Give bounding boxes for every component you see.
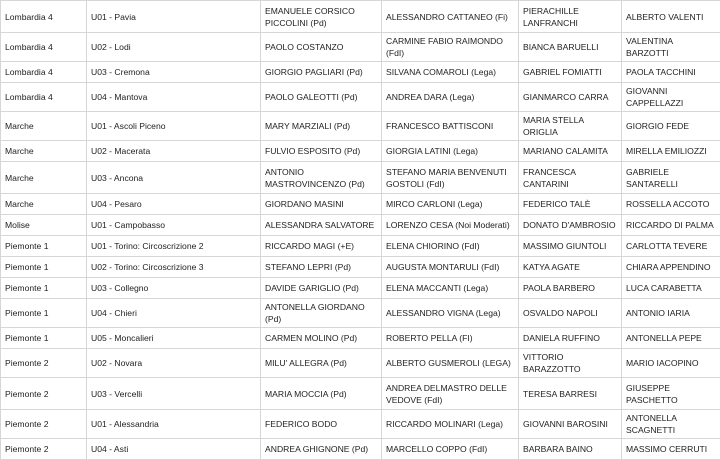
table-row: [1, 83, 720, 112]
table-row: [1, 410, 720, 439]
candidate-cell: MIRCO CARLONI (Lega): [382, 194, 519, 215]
candidate-cell: STEFANO LEPRI (Pd): [261, 257, 382, 278]
region-cell: Piemonte 2: [1, 349, 87, 378]
candidate-cell: RICCARDO DI PALMA: [622, 215, 720, 236]
region-cell: Piemonte 1: [1, 257, 87, 278]
candidate-cell: DAVIDE GARIGLIO (Pd): [261, 278, 382, 299]
table-body: [1, 1, 720, 460]
district-cell: U03 - Cremona: [87, 62, 261, 83]
candidate-cell: FULVIO ESPOSITO (Pd): [261, 141, 382, 162]
region-cell: Marche: [1, 141, 87, 162]
district-cell: U05 - Moncalieri: [87, 328, 261, 349]
candidate-cell: PIERACHILLE LANFRANCHI: [519, 1, 622, 33]
candidate-cell: ANDREA GHIGNONE (Pd): [261, 439, 382, 460]
candidate-cell: ANTONIO MASTROVINCENZO (Pd): [261, 162, 382, 194]
candidate-cell: MARIA STELLA ORIGLIA: [519, 112, 622, 141]
candidate-cell: BIANCA BARUELLI: [519, 33, 622, 62]
candidate-cell: GABRIEL FOMIATTI: [519, 62, 622, 83]
region-cell: Piemonte 2: [1, 378, 87, 410]
candidate-cell: GIOVANNI BAROSINI: [519, 410, 622, 439]
candidate-cell: FRANCESCA CANTARINI: [519, 162, 622, 194]
region-cell: Piemonte 1: [1, 299, 87, 328]
region-cell: Marche: [1, 194, 87, 215]
district-cell: U04 - Chieri: [87, 299, 261, 328]
candidate-cell: VITTORIO BARAZZOTTO: [519, 349, 622, 378]
district-cell: U01 - Pavia: [87, 1, 261, 33]
table-row: [1, 299, 720, 328]
candidate-cell: LORENZO CESA (Noi Moderati): [382, 215, 519, 236]
candidate-cell: PAOLO GALEOTTI (Pd): [261, 83, 382, 112]
candidate-cell: CARMEN MOLINO (Pd): [261, 328, 382, 349]
region-cell: Piemonte 1: [1, 278, 87, 299]
region-cell: Lombardia 4: [1, 33, 87, 62]
candidate-cell: ANTONELLA PEPE: [622, 328, 720, 349]
table-row: [1, 1, 720, 33]
candidate-cell: ANDREA DARA (Lega): [382, 83, 519, 112]
candidate-cell: ANDREA DELMASTRO DELLE VEDOVE (FdI): [382, 378, 519, 410]
district-cell: U02 - Novara: [87, 349, 261, 378]
candidate-cell: BARBARA BAINO: [519, 439, 622, 460]
district-cell: U04 - Pesaro: [87, 194, 261, 215]
region-cell: Piemonte 2: [1, 439, 87, 460]
candidate-cell: MASSIMO CERRUTI: [622, 439, 720, 460]
candidate-cell: MARY MARZIALI (Pd): [261, 112, 382, 141]
table-row: [1, 378, 720, 410]
table-row: [1, 33, 720, 62]
candidate-cell: CHIARA APPENDINO: [622, 257, 720, 278]
candidate-cell: GIANMARCO CARRA: [519, 83, 622, 112]
district-cell: U01 - Alessandria: [87, 410, 261, 439]
candidate-cell: MILU' ALLEGRA (Pd): [261, 349, 382, 378]
region-cell: Molise: [1, 215, 87, 236]
district-cell: U04 - Asti: [87, 439, 261, 460]
candidate-cell: CARMINE FABIO RAIMONDO (FdI): [382, 33, 519, 62]
region-cell: Piemonte 1: [1, 236, 87, 257]
candidate-cell: MARCELLO COPPO (FdI): [382, 439, 519, 460]
candidate-cell: GIORDANO MASINI: [261, 194, 382, 215]
candidate-cell: GABRIELE SANTARELLI: [622, 162, 720, 194]
candidate-cell: GIOVANNI CAPPELLAZZI: [622, 83, 720, 112]
candidate-cell: ALBERTO GUSMEROLI (LEGA): [382, 349, 519, 378]
candidate-cell: PAOLA TACCHINI: [622, 62, 720, 83]
candidate-cell: PAOLO COSTANZO: [261, 33, 382, 62]
district-cell: U02 - Lodi: [87, 33, 261, 62]
candidate-cell: ROBERTO PELLA (FI): [382, 328, 519, 349]
candidate-cell: FEDERICO TALÈ: [519, 194, 622, 215]
region-cell: Lombardia 4: [1, 62, 87, 83]
district-cell: U01 - Torino: Circoscrizione 2: [87, 236, 261, 257]
candidate-cell: TERESA BARRESI: [519, 378, 622, 410]
candidate-cell: GIORGIO PAGLIARI (Pd): [261, 62, 382, 83]
table-row: [1, 349, 720, 378]
candidate-cell: MARIANO CALAMITA: [519, 141, 622, 162]
candidate-cell: DONATO D'AMBROSIO: [519, 215, 622, 236]
candidate-cell: FEDERICO BODO: [261, 410, 382, 439]
candidate-cell: FRANCESCO BATTISCONI: [382, 112, 519, 141]
candidate-cell: CARLOTTA TEVERE: [622, 236, 720, 257]
candidate-cell: ALBERTO VALENTI: [622, 1, 720, 33]
candidate-cell: EMANUELE CORSICO PICCOLINI (Pd): [261, 1, 382, 33]
candidate-cell: ROSSELLA ACCOTO: [622, 194, 720, 215]
table-row: [1, 328, 720, 349]
table-row: [1, 194, 720, 215]
candidate-cell: DANIELA RUFFINO: [519, 328, 622, 349]
table-row: [1, 162, 720, 194]
candidate-cell: GIORGIO FEDE: [622, 112, 720, 141]
table-row: [1, 141, 720, 162]
table-row: [1, 215, 720, 236]
candidate-cell: LUCA CARABETTA: [622, 278, 720, 299]
candidate-cell: AUGUSTA MONTARULI (FdI): [382, 257, 519, 278]
candidate-cell: GIORGIA LATINI (Lega): [382, 141, 519, 162]
table-row: [1, 257, 720, 278]
candidate-cell: ELENA CHIORINO (FdI): [382, 236, 519, 257]
candidate-cell: RICCARDO MAGI (+E): [261, 236, 382, 257]
candidate-cell: ALESSANDRO CATTANEO (Fi): [382, 1, 519, 33]
candidate-cell: RICCARDO MOLINARI (Lega): [382, 410, 519, 439]
candidate-cell: ANTONELLA GIORDANO (Pd): [261, 299, 382, 328]
table-row: [1, 62, 720, 83]
district-cell: U03 - Ancona: [87, 162, 261, 194]
candidate-cell: MARIA MOCCIA (Pd): [261, 378, 382, 410]
candidate-cell: ALESSANDRA SALVATORE: [261, 215, 382, 236]
candidate-cell: SILVANA COMAROLI (Lega): [382, 62, 519, 83]
table-row: [1, 439, 720, 460]
region-cell: Marche: [1, 162, 87, 194]
candidate-cell: GIUSEPPE PASCHETTO: [622, 378, 720, 410]
district-cell: U02 - Torino: Circoscrizione 3: [87, 257, 261, 278]
candidate-cell: MASSIMO GIUNTOLI: [519, 236, 622, 257]
district-cell: U01 - Ascoli Piceno: [87, 112, 261, 141]
district-cell: U01 - Campobasso: [87, 215, 261, 236]
table-row: [1, 112, 720, 141]
candidate-cell: ANTONIO IARIA: [622, 299, 720, 328]
candidate-cell: MIRELLA EMILIOZZI: [622, 141, 720, 162]
district-cell: U04 - Mantova: [87, 83, 261, 112]
district-cell: U02 - Macerata: [87, 141, 261, 162]
candidate-cell: ELENA MACCANTI (Lega): [382, 278, 519, 299]
region-cell: Piemonte 2: [1, 410, 87, 439]
table-row: [1, 236, 720, 257]
region-cell: Lombardia 4: [1, 83, 87, 112]
table-row: [1, 278, 720, 299]
district-cell: U03 - Collegno: [87, 278, 261, 299]
candidate-cell: ANTONELLA SCAGNETTI: [622, 410, 720, 439]
candidate-cell: VALENTINA BARZOTTI: [622, 33, 720, 62]
candidate-cell: MARIO IACOPINO: [622, 349, 720, 378]
candidate-cell: KATYA AGATE: [519, 257, 622, 278]
candidate-cell: ALESSANDRO VIGNA (Lega): [382, 299, 519, 328]
candidate-cell: PAOLA BARBERO: [519, 278, 622, 299]
candidate-cell: STEFANO MARIA BENVENUTI GOSTOLI (FdI): [382, 162, 519, 194]
district-cell: U03 - Vercelli: [87, 378, 261, 410]
region-cell: Lombardia 4: [1, 1, 87, 33]
candidate-cell: OSVALDO NAPOLI: [519, 299, 622, 328]
region-cell: Marche: [1, 112, 87, 141]
region-cell: Piemonte 1: [1, 328, 87, 349]
